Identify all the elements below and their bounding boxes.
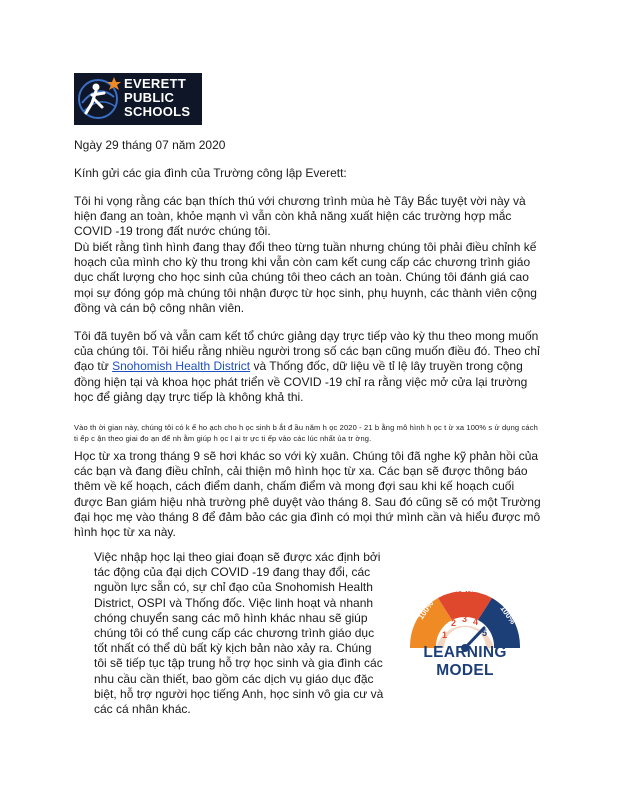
snohomish-health-district-link[interactable]: Snohomish Health District: [112, 359, 251, 374]
paragraph-3-text-end: và Thống đốc, dữ liệu về tỉ lệ lây truyền trong cộng đồng hiện tại và khoa học phát triển về COVID -19 chỉ ra rằng việc mở cửa lại trường học để giảng dạy trực tiếp là không khả thi.: [74, 359, 528, 404]
gauge-number-3: 3: [462, 614, 468, 624]
gauge-hybrid-label: HYBRID: [449, 585, 481, 594]
gauge-number-1: 1: [442, 630, 448, 640]
logo-wordmark: [124, 77, 190, 119]
gauge-number-5: 5: [482, 628, 488, 638]
paragraph-2: Dù biết rằng tình hình đang thay đổi theo từng tuần nhưng chúng tôi phải điều chỉnh kế hoạch của mình cho kỳ thu trong khi vẫn còn cam kết cung cấp các chương trình giáo dục chất lượng cho học sinh của chúng tôi theo cách an toàn. Chúng tôi đánh giá cao mọi sự đóng góp mà chúng tôi nhận được từ học sinh, phụ huynh, các thành viên cộng đồng và cán bộ công nhân viên.: [74, 240, 537, 315]
gauge-right-percent: 100%: [498, 603, 518, 626]
paragraph-1: Tôi hi vọng rằng các bạn thích thú với chương trình mùa hè Tây Bắc tuyệt vời này và hiện đang an toàn, khỏe mạnh vì vẫn còn khả năng xuất hiện các trường hợp mắc COVID -19 trong đất nước chúng tôi.: [74, 194, 526, 239]
paragraph-4: Học từ xa trong tháng 9 sẽ hơi khác so với kỳ xuân. Chúng tôi đã nghe kỹ phản hồi của các bạn và đang điều chỉnh, cải thiện mô hình học từ xa. Các bạn sẽ được thông báo thêm về kế hoạch, cách điểm danh, chấm điểm và mong đợi sau khi kế hoạch cuối được Ban giám hiệu nhà trường phê duyệt vào tháng 8. Sau đó cũng sẽ có một Trường đại học mẹ vào tháng 8 để đảm bảo các gia đình có mọi thứ mình cần và hiểu được mô hình học từ xa này.: [74, 449, 541, 540]
logo-line-2: PUBLIC: [124, 90, 175, 105]
logo-line-3: SCHOOLS: [124, 104, 191, 119]
paragraph-3-text-start: Tôi đã tuyên bố và vẫn cam kết tổ chức giảng dạy trực tiếp vào kỳ thu theo mong muốn của chúng tôi. Tôi hiểu rằng nhiều người trong số các bạn cũng muốn điều đó. Theo chỉ đạo từ: [74, 329, 540, 374]
gauge-number-2: 2: [451, 618, 457, 628]
paragraph-3: [74, 329, 544, 405]
phased-reentry-paragraph: Việc nhập học lại theo giai đoạn sẽ được xác định bởi tác động của đại dịch COVID -19 đang thay đổi, các nguồn lực sẵn có, sự chỉ đạo của Snohomish Health District, OSPI và Thống đốc. Việc linh hoạt và nhanh chóng chuyển sang các mô hình khác nhau sẽ giúp chúng tôi có thể cung cấp các chương trình giáo dục tốt nhất có thể dù bất kỳ kịch bản nào xảy ra. Chúng tôi sẽ tiếp tục tập trung hỗ trợ học sinh và gia đình các nhu cầu cần thiết, bao gồm các dịch vụ giáo dục đặc biệt, hỗ trợ người học tiếng Anh, học sinh vô gia cư và các cá nhân khác.: [94, 550, 384, 717]
everett-public-schools-logo: [74, 73, 202, 125]
learning-model-title: LEARNING MODEL: [423, 644, 507, 679]
gauge-left-percent: 100%: [416, 599, 436, 622]
paragraph-4-small-text: Vào th ời gian này, chúng tôi có k ế ho ạch cho h ọc sinh b ắt đ ầu năm h ọc 2020 - 21 b ằng mô hình h ọc t ừ xa 100% s ử dụng cách ti ếp c ận theo giai đo ạn để nh ằm giúp h ọc l ại tr ực ti ếp vào các lúc nhất ủa tr ờng.: [74, 423, 538, 443]
letter-salutation: Kính gửi các gia đình của Trường công lập Everett:: [74, 166, 347, 180]
logo-line-1: EVERETT: [124, 76, 187, 91]
gauge-number-4: 4: [473, 617, 479, 627]
letter-date: Ngày 29 tháng 07 năm 2020: [74, 138, 226, 152]
